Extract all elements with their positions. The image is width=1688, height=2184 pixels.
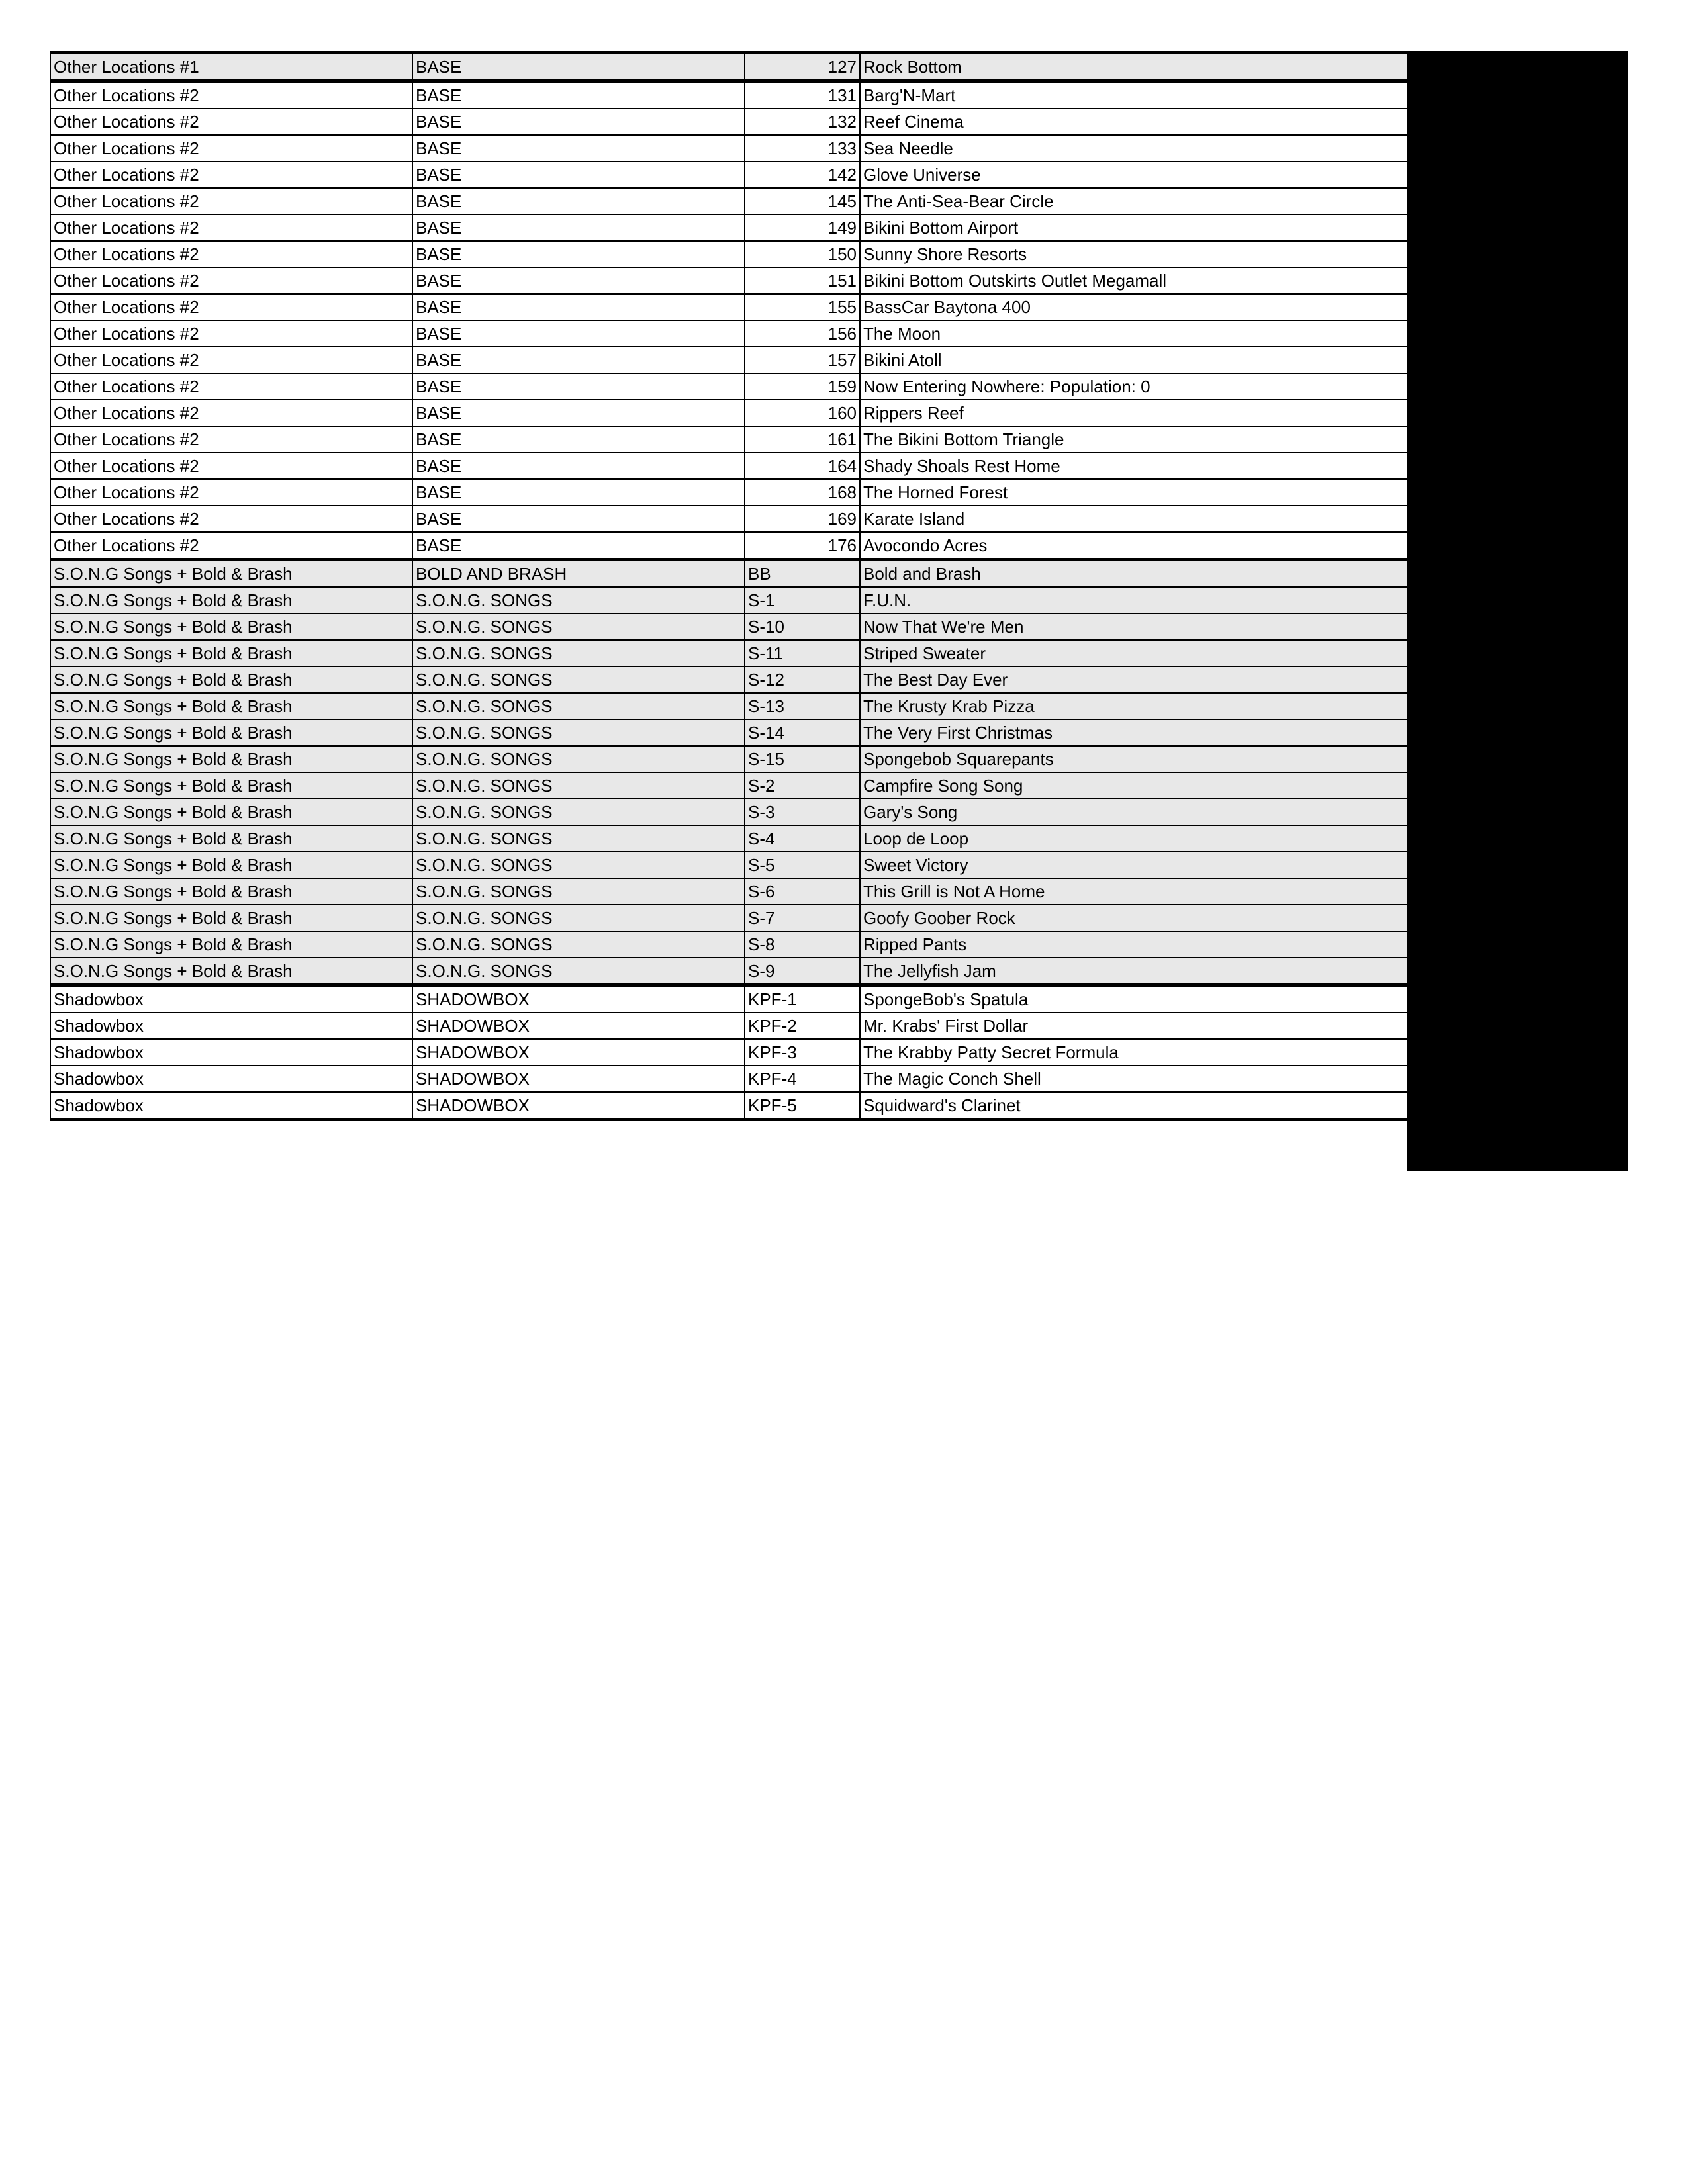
item-name-cell: Bold and Brash — [860, 560, 1408, 588]
group-cell: S.O.N.G Songs + Bold & Brash — [50, 878, 412, 905]
table-row — [50, 320, 1408, 347]
number-cell: S-12 — [745, 666, 860, 693]
table-row — [50, 560, 1408, 588]
set-cell: S.O.N.G. SONGS — [412, 799, 745, 825]
group-cell: Other Locations #2 — [50, 479, 412, 506]
set-cell: BASE — [412, 426, 745, 453]
item-name-cell: The Best Day Ever — [860, 666, 1408, 693]
number-cell: 156 — [745, 320, 860, 347]
group-cell: S.O.N.G Songs + Bold & Brash — [50, 852, 412, 878]
item-name-cell: SpongeBob's Spatula — [860, 985, 1408, 1013]
item-name-cell: The Krusty Krab Pizza — [860, 693, 1408, 719]
group-cell: Other Locations #2 — [50, 320, 412, 347]
item-name-cell: Karate Island — [860, 506, 1408, 532]
number-cell: 127 — [745, 53, 860, 81]
number-cell: S-6 — [745, 878, 860, 905]
group-cell: S.O.N.G Songs + Bold & Brash — [50, 693, 412, 719]
number-cell: S-1 — [745, 587, 860, 614]
number-cell: S-4 — [745, 825, 860, 852]
table-row — [50, 666, 1408, 693]
number-cell: S-2 — [745, 772, 860, 799]
item-name-cell: Campfire Song Song — [860, 772, 1408, 799]
table-row — [50, 479, 1408, 506]
table-row — [50, 161, 1408, 188]
table-row — [50, 241, 1408, 267]
group-cell: S.O.N.G Songs + Bold & Brash — [50, 666, 412, 693]
table-row — [50, 825, 1408, 852]
number-cell: 149 — [745, 214, 860, 241]
set-cell: BOLD AND BRASH — [412, 560, 745, 588]
set-cell: BASE — [412, 241, 745, 267]
group-cell: Other Locations #2 — [50, 241, 412, 267]
number-cell: S-8 — [745, 931, 860, 958]
number-cell: S-5 — [745, 852, 860, 878]
set-cell: BASE — [412, 294, 745, 320]
set-cell: S.O.N.G. SONGS — [412, 905, 745, 931]
group-cell: Other Locations #2 — [50, 135, 412, 161]
group-cell: Other Locations #2 — [50, 294, 412, 320]
set-cell: S.O.N.G. SONGS — [412, 825, 745, 852]
set-cell: BASE — [412, 400, 745, 426]
table-row — [50, 746, 1408, 772]
item-name-cell: Now Entering Nowhere: Population: 0 — [860, 373, 1408, 400]
group-cell: Other Locations #2 — [50, 188, 412, 214]
number-cell: S-3 — [745, 799, 860, 825]
item-name-cell: Striped Sweater — [860, 640, 1408, 666]
table-row — [50, 453, 1408, 479]
table-row — [50, 772, 1408, 799]
number-cell: S-11 — [745, 640, 860, 666]
item-name-cell: The Magic Conch Shell — [860, 1066, 1408, 1092]
number-cell: S-15 — [745, 746, 860, 772]
group-cell: Other Locations #2 — [50, 373, 412, 400]
table-row — [50, 614, 1408, 640]
number-cell: 161 — [745, 426, 860, 453]
group-cell: S.O.N.G Songs + Bold & Brash — [50, 640, 412, 666]
table-body — [50, 53, 1408, 1120]
group-cell: S.O.N.G Songs + Bold & Brash — [50, 719, 412, 746]
set-cell: S.O.N.G. SONGS — [412, 640, 745, 666]
set-cell: BASE — [412, 135, 745, 161]
spreadsheet-page — [50, 51, 1409, 1121]
group-cell: Other Locations #2 — [50, 347, 412, 373]
item-name-cell: BassCar Baytona 400 — [860, 294, 1408, 320]
set-cell: S.O.N.G. SONGS — [412, 852, 745, 878]
set-cell: BASE — [412, 453, 745, 479]
group-cell: Other Locations #1 — [50, 53, 412, 81]
group-cell: Other Locations #2 — [50, 267, 412, 294]
number-cell: KPF-4 — [745, 1066, 860, 1092]
number-cell: 132 — [745, 109, 860, 135]
set-cell: S.O.N.G. SONGS — [412, 719, 745, 746]
number-cell: 168 — [745, 479, 860, 506]
table-row — [50, 1092, 1408, 1120]
set-cell: S.O.N.G. SONGS — [412, 958, 745, 985]
table-row — [50, 109, 1408, 135]
item-name-cell: The Bikini Bottom Triangle — [860, 426, 1408, 453]
item-name-cell: Goofy Goober Rock — [860, 905, 1408, 931]
set-cell: BASE — [412, 214, 745, 241]
group-cell: S.O.N.G Songs + Bold & Brash — [50, 772, 412, 799]
set-cell: S.O.N.G. SONGS — [412, 693, 745, 719]
group-cell: Other Locations #2 — [50, 81, 412, 109]
group-cell: S.O.N.G Songs + Bold & Brash — [50, 905, 412, 931]
item-name-cell: Spongebob Squarepants — [860, 746, 1408, 772]
item-name-cell: Gary's Song — [860, 799, 1408, 825]
set-cell: BASE — [412, 373, 745, 400]
number-cell: 159 — [745, 373, 860, 400]
set-cell: S.O.N.G. SONGS — [412, 931, 745, 958]
table-row — [50, 958, 1408, 985]
number-cell: 131 — [745, 81, 860, 109]
table-row — [50, 135, 1408, 161]
group-cell: Shadowbox — [50, 1066, 412, 1092]
number-cell: 151 — [745, 267, 860, 294]
set-cell: BASE — [412, 267, 745, 294]
item-name-cell: Barg'N-Mart — [860, 81, 1408, 109]
group-cell: Shadowbox — [50, 1039, 412, 1066]
set-cell: BASE — [412, 347, 745, 373]
number-cell: 133 — [745, 135, 860, 161]
table-row — [50, 532, 1408, 560]
item-name-cell: This Grill is Not A Home — [860, 878, 1408, 905]
group-cell: Other Locations #2 — [50, 532, 412, 560]
set-cell: S.O.N.G. SONGS — [412, 878, 745, 905]
group-cell: S.O.N.G Songs + Bold & Brash — [50, 560, 412, 588]
table-row — [50, 719, 1408, 746]
number-cell: S-14 — [745, 719, 860, 746]
set-cell: S.O.N.G. SONGS — [412, 587, 745, 614]
table-row — [50, 931, 1408, 958]
table-row — [50, 347, 1408, 373]
number-cell: KPF-3 — [745, 1039, 860, 1066]
table-row — [50, 878, 1408, 905]
table-row — [50, 799, 1408, 825]
item-name-cell: Sweet Victory — [860, 852, 1408, 878]
group-cell: Other Locations #2 — [50, 109, 412, 135]
table-row — [50, 188, 1408, 214]
item-name-cell: Sea Needle — [860, 135, 1408, 161]
table-row — [50, 373, 1408, 400]
group-cell: S.O.N.G Songs + Bold & Brash — [50, 931, 412, 958]
table-row — [50, 1039, 1408, 1066]
item-name-cell: Loop de Loop — [860, 825, 1408, 852]
group-cell: S.O.N.G Songs + Bold & Brash — [50, 614, 412, 640]
item-name-cell: The Moon — [860, 320, 1408, 347]
table-row — [50, 1066, 1408, 1092]
item-name-cell: Avocondo Acres — [860, 532, 1408, 560]
number-cell: BB — [745, 560, 860, 588]
set-cell: SHADOWBOX — [412, 1013, 745, 1039]
number-cell: KPF-1 — [745, 985, 860, 1013]
group-cell: S.O.N.G Songs + Bold & Brash — [50, 958, 412, 985]
set-cell: BASE — [412, 188, 745, 214]
set-cell: BASE — [412, 53, 745, 81]
set-cell: BASE — [412, 81, 745, 109]
set-cell: BASE — [412, 109, 745, 135]
item-name-cell: Shady Shoals Rest Home — [860, 453, 1408, 479]
item-name-cell: The Very First Christmas — [860, 719, 1408, 746]
number-cell: 157 — [745, 347, 860, 373]
number-cell: S-7 — [745, 905, 860, 931]
set-cell: BASE — [412, 479, 745, 506]
set-cell: S.O.N.G. SONGS — [412, 746, 745, 772]
item-name-cell: Glove Universe — [860, 161, 1408, 188]
number-cell: S-10 — [745, 614, 860, 640]
item-name-cell: The Anti-Sea-Bear Circle — [860, 188, 1408, 214]
table-row — [50, 693, 1408, 719]
set-cell: BASE — [412, 320, 745, 347]
redaction-block — [1407, 51, 1628, 1171]
number-cell: S-13 — [745, 693, 860, 719]
item-name-cell: Ripped Pants — [860, 931, 1408, 958]
group-cell: Shadowbox — [50, 985, 412, 1013]
data-table — [50, 51, 1409, 1121]
set-cell: S.O.N.G. SONGS — [412, 614, 745, 640]
table-row — [50, 214, 1408, 241]
set-cell: SHADOWBOX — [412, 985, 745, 1013]
group-cell: Other Locations #2 — [50, 214, 412, 241]
item-name-cell: Squidward's Clarinet — [860, 1092, 1408, 1120]
item-name-cell: The Jellyfish Jam — [860, 958, 1408, 985]
set-cell: BASE — [412, 161, 745, 188]
group-cell: S.O.N.G Songs + Bold & Brash — [50, 825, 412, 852]
table-row — [50, 53, 1408, 81]
item-name-cell: Now That We're Men — [860, 614, 1408, 640]
item-name-cell: F.U.N. — [860, 587, 1408, 614]
number-cell: 160 — [745, 400, 860, 426]
item-name-cell: The Horned Forest — [860, 479, 1408, 506]
item-name-cell: Mr. Krabs' First Dollar — [860, 1013, 1408, 1039]
group-cell: Other Locations #2 — [50, 506, 412, 532]
table-row — [50, 81, 1408, 109]
table-row — [50, 267, 1408, 294]
table-row — [50, 640, 1408, 666]
number-cell: 169 — [745, 506, 860, 532]
item-name-cell: Bikini Atoll — [860, 347, 1408, 373]
group-cell: Shadowbox — [50, 1013, 412, 1039]
number-cell: 145 — [745, 188, 860, 214]
number-cell: KPF-2 — [745, 1013, 860, 1039]
number-cell: 142 — [745, 161, 860, 188]
table-row — [50, 1013, 1408, 1039]
item-name-cell: The Krabby Patty Secret Formula — [860, 1039, 1408, 1066]
set-cell: BASE — [412, 532, 745, 560]
set-cell: S.O.N.G. SONGS — [412, 772, 745, 799]
number-cell: 164 — [745, 453, 860, 479]
group-cell: Other Locations #2 — [50, 453, 412, 479]
group-cell: S.O.N.G Songs + Bold & Brash — [50, 746, 412, 772]
group-cell: Shadowbox — [50, 1092, 412, 1120]
number-cell: 155 — [745, 294, 860, 320]
table-row — [50, 852, 1408, 878]
item-name-cell: Sunny Shore Resorts — [860, 241, 1408, 267]
group-cell: S.O.N.G Songs + Bold & Brash — [50, 587, 412, 614]
item-name-cell: Rippers Reef — [860, 400, 1408, 426]
table-row — [50, 985, 1408, 1013]
number-cell: 176 — [745, 532, 860, 560]
number-cell: S-9 — [745, 958, 860, 985]
table-row — [50, 506, 1408, 532]
table-row — [50, 426, 1408, 453]
item-name-cell: Bikini Bottom Outskirts Outlet Megamall — [860, 267, 1408, 294]
set-cell: SHADOWBOX — [412, 1092, 745, 1120]
table-row — [50, 294, 1408, 320]
group-cell: Other Locations #2 — [50, 400, 412, 426]
group-cell: Other Locations #2 — [50, 161, 412, 188]
group-cell: Other Locations #2 — [50, 426, 412, 453]
set-cell: SHADOWBOX — [412, 1066, 745, 1092]
set-cell: BASE — [412, 506, 745, 532]
item-name-cell: Rock Bottom — [860, 53, 1408, 81]
item-name-cell: Bikini Bottom Airport — [860, 214, 1408, 241]
number-cell: 150 — [745, 241, 860, 267]
table-row — [50, 400, 1408, 426]
item-name-cell: Reef Cinema — [860, 109, 1408, 135]
set-cell: S.O.N.G. SONGS — [412, 666, 745, 693]
number-cell: KPF-5 — [745, 1092, 860, 1120]
table-row — [50, 905, 1408, 931]
group-cell: S.O.N.G Songs + Bold & Brash — [50, 799, 412, 825]
set-cell: SHADOWBOX — [412, 1039, 745, 1066]
table-row — [50, 587, 1408, 614]
